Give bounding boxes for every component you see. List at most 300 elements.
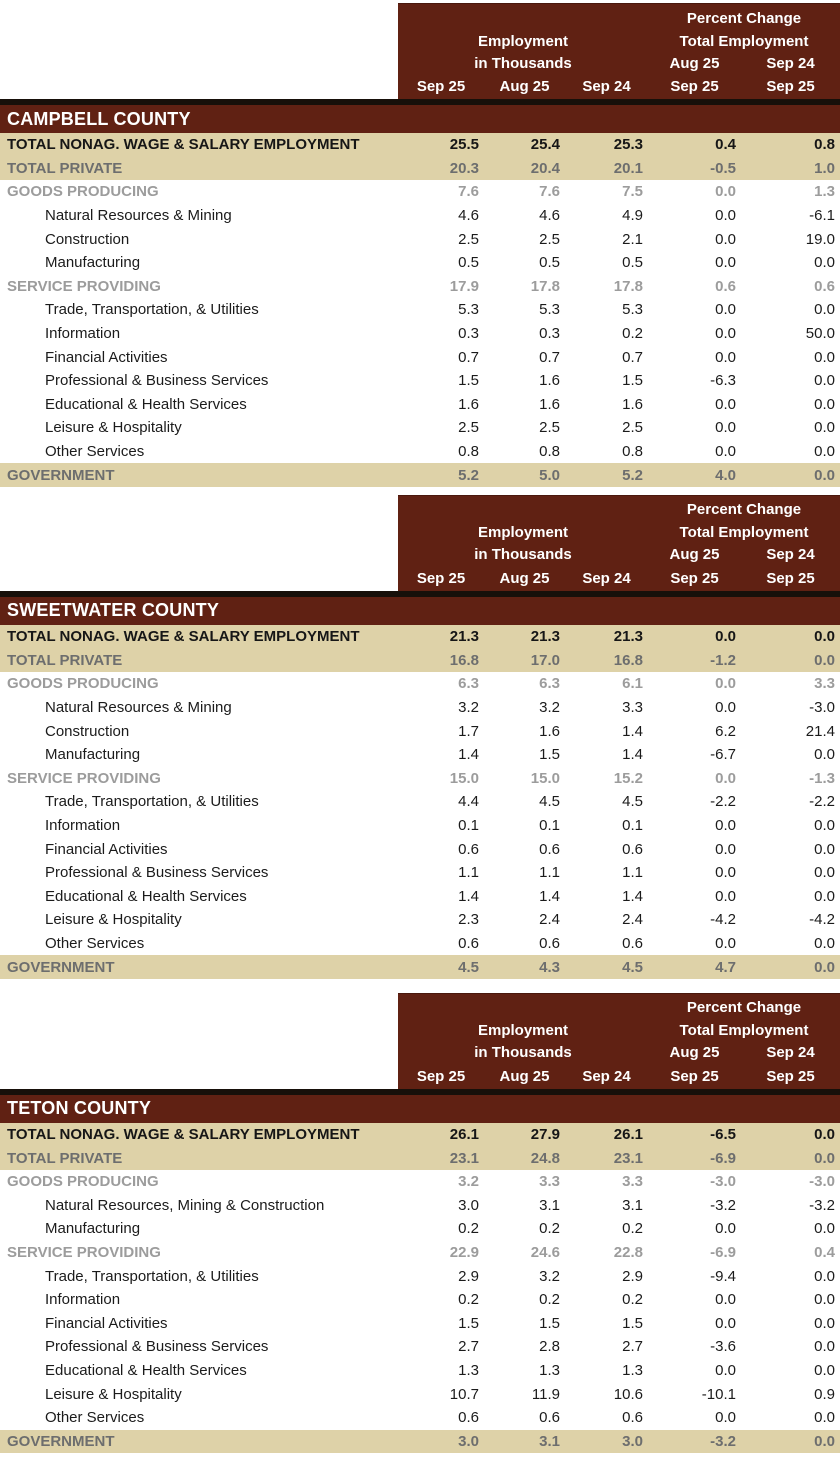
row-label: Other Services (45, 443, 145, 461)
row-label: SERVICE PROVIDING (7, 769, 161, 787)
cell-value: 4.5 (622, 793, 643, 811)
cell-value: 0.2 (622, 325, 643, 343)
cell-value: 1.4 (622, 722, 643, 740)
table-row (0, 393, 840, 417)
cell-value: 2.9 (458, 1267, 479, 1285)
cell-value: 5.3 (539, 301, 560, 319)
cell-value: 6.2 (715, 722, 736, 740)
row-label: GOVERNMENT (7, 1432, 115, 1450)
cell-value: 0.2 (458, 1291, 479, 1309)
cell-value: 0.0 (814, 1362, 835, 1380)
cell-value: 0.0 (715, 1314, 736, 1332)
header-col-sep24-label: Sep 24 (582, 78, 631, 95)
cell-value: -3.2 (809, 1196, 835, 1214)
header-block (398, 495, 840, 591)
cell-value: -6.3 (710, 372, 736, 390)
header-pc1-top-label: Aug 25 (669, 546, 720, 564)
cell-value: 0.0 (814, 1314, 835, 1332)
rows-container (0, 133, 840, 487)
cell-value: 1.6 (539, 722, 560, 740)
header-in-thousands-label: in Thousands (474, 54, 572, 72)
header-block (398, 3, 840, 99)
cell-value: 16.8 (449, 651, 479, 669)
cell-value: 5.0 (539, 466, 560, 484)
cell-value: 0.2 (539, 1220, 560, 1238)
cell-value: 0.0 (715, 1409, 736, 1427)
cell-value: 6.3 (539, 675, 560, 693)
header-in-thousands-label: in Thousands (474, 1044, 572, 1062)
cell-value: 20.3 (449, 159, 479, 177)
table-row (0, 180, 840, 204)
cell-value: 0.7 (458, 348, 479, 366)
cell-value: 17.0 (530, 651, 560, 669)
cell-value: 2.7 (458, 1338, 479, 1356)
row-label: Natural Resources, Mining & Construction (45, 1196, 325, 1214)
cell-value: 0.0 (814, 1267, 835, 1285)
cell-value: 0.0 (715, 698, 736, 716)
header-col-aug25-label: Aug 25 (499, 569, 550, 587)
cell-value: 0.0 (814, 1149, 835, 1167)
cell-value: -3.2 (710, 1432, 736, 1450)
cell-value: 0.0 (814, 419, 835, 437)
cell-value: 1.3 (539, 1362, 560, 1380)
header-pc2-bottom-label: Sep 25 (766, 1067, 815, 1085)
table-row (0, 861, 840, 885)
row-label: Trade, Transportation, & Utilities (45, 793, 259, 811)
header-spacer (0, 993, 398, 1089)
cell-value: 1.6 (539, 372, 560, 390)
cell-value: 22.9 (449, 1244, 479, 1262)
row-label: GOVERNMENT (7, 958, 115, 976)
row-label: GOODS PRODUCING (7, 1173, 159, 1191)
table-row (0, 275, 840, 299)
table-row (0, 696, 840, 720)
header-col-sep25-label: Sep 25 (416, 1067, 466, 1085)
cell-value: 0.0 (715, 934, 736, 952)
row-label: Financial Activities (45, 840, 168, 858)
cell-value: 1.3 (622, 1362, 643, 1380)
cell-value: 1.0 (814, 159, 835, 177)
header-pc2-bottom-label: Sep 25 (766, 78, 815, 95)
table-row (0, 1123, 840, 1147)
row-label: Construction (45, 722, 130, 740)
cell-value: 2.5 (458, 419, 479, 437)
county-title: TETON COUNTY (7, 1098, 152, 1119)
header-col-sep25-label: Sep 25 (416, 569, 466, 587)
cell-value: 0.6 (539, 1409, 560, 1427)
cell-value: 15.0 (530, 769, 560, 787)
cell-value: 16.8 (613, 651, 643, 669)
cell-value: 2.5 (539, 419, 560, 437)
cell-value: 6.1 (622, 675, 643, 693)
row-label: Manufacturing (45, 254, 141, 272)
header-pc1-bottom-label: Sep 25 (670, 78, 719, 95)
cell-value: 1.1 (622, 864, 643, 882)
header-spacer (0, 495, 398, 591)
cell-value: -3.6 (710, 1338, 736, 1356)
cell-value: 0.0 (715, 301, 736, 319)
row-label: Trade, Transportation, & Utilities (45, 1267, 259, 1285)
header-total-employment-label: Total Employment (679, 32, 809, 50)
header-col-sep25-label: Sep 25 (416, 78, 466, 95)
cell-value: 2.9 (622, 1267, 643, 1285)
cell-value: 0.6 (539, 934, 560, 952)
table-row (0, 1264, 840, 1288)
header-col-sep24-label: Sep 24 (582, 569, 631, 587)
header-col-aug25-label: Aug 25 (499, 1067, 550, 1085)
row-label: Information (45, 816, 121, 834)
cell-value: 0.0 (715, 675, 736, 693)
cell-value: 3.0 (458, 1432, 479, 1450)
table-row (0, 932, 840, 956)
table-row (0, 298, 840, 322)
column-header (0, 495, 840, 591)
cell-value: 0.0 (814, 1409, 835, 1427)
cell-value: 2.4 (622, 911, 643, 929)
row-label: Trade, Transportation, & Utilities (45, 301, 259, 319)
cell-value: 0.0 (814, 254, 835, 272)
cell-value: 20.4 (530, 159, 560, 177)
cell-value: 1.5 (539, 746, 560, 764)
cell-value: 1.3 (458, 1362, 479, 1380)
cell-value: 4.6 (458, 207, 479, 225)
cell-value: 0.0 (715, 325, 736, 343)
cell-value: 0.4 (715, 136, 736, 154)
cell-value: 25.4 (530, 136, 560, 154)
header-pc1-bottom-label: Sep 25 (670, 569, 719, 587)
cell-value: 10.7 (449, 1385, 479, 1403)
table-row (0, 743, 840, 767)
table-row (0, 369, 840, 393)
cell-value: 2.5 (622, 419, 643, 437)
cell-value: -10.1 (701, 1385, 736, 1403)
cell-value: -2.2 (710, 793, 736, 811)
cell-value: 0.0 (715, 443, 736, 461)
cell-value: 5.3 (458, 301, 479, 319)
header-in-thousands-label: in Thousands (474, 546, 572, 564)
table-row (0, 1430, 840, 1454)
table-row (0, 1406, 840, 1430)
cell-value: 5.2 (622, 466, 643, 484)
row-label: SERVICE PROVIDING (7, 277, 161, 295)
cell-value: 0.8 (814, 136, 835, 154)
table-row (0, 133, 840, 157)
cell-value: 25.3 (613, 136, 643, 154)
row-label: TOTAL NONAG. WAGE & SALARY EMPLOYMENT (7, 1126, 360, 1144)
row-label: Other Services (45, 934, 145, 952)
cell-value: 17.9 (449, 277, 479, 295)
cell-value: 23.1 (613, 1149, 643, 1167)
county-band (0, 105, 840, 133)
cell-value: 4.4 (458, 793, 479, 811)
cell-value: 0.0 (814, 466, 835, 484)
table-row (0, 1335, 840, 1359)
cell-value: 6.3 (458, 675, 479, 693)
cell-value: 0.2 (622, 1291, 643, 1309)
row-label: SERVICE PROVIDING (7, 1244, 161, 1262)
row-label: TOTAL PRIVATE (7, 651, 123, 669)
cell-value: 0.5 (622, 254, 643, 272)
cell-value: 0.6 (715, 277, 736, 295)
cell-value: 2.3 (458, 911, 479, 929)
cell-value: 1.4 (458, 887, 479, 905)
row-label: Leisure & Hospitality (45, 1385, 182, 1403)
cell-value: 1.5 (622, 1314, 643, 1332)
header-pc2-top-label: Sep 24 (766, 54, 815, 72)
cell-value: 0.0 (715, 628, 736, 646)
column-header (0, 993, 840, 1089)
table-row (0, 790, 840, 814)
cell-value: 4.5 (539, 793, 560, 811)
cell-value: 3.3 (622, 698, 643, 716)
header-percent-change-label: Percent Change (686, 9, 802, 27)
row-label: Leisure & Hospitality (45, 911, 182, 929)
table-row (0, 955, 840, 979)
cell-value: 0.0 (715, 769, 736, 787)
row-label: Professional & Business Services (45, 864, 269, 882)
cell-value: -6.1 (809, 207, 835, 225)
cell-value: 0.0 (715, 419, 736, 437)
header-employment-label: Employment (477, 524, 568, 542)
cell-value: 0.0 (814, 1220, 835, 1238)
cell-value: 0.2 (622, 1220, 643, 1238)
row-label: Information (45, 325, 121, 343)
cell-value: 3.3 (539, 1173, 560, 1191)
cell-value: 0.8 (622, 443, 643, 461)
cell-value: 7.6 (539, 183, 560, 201)
cell-value: -3.2 (710, 1196, 736, 1214)
cell-value: 0.0 (715, 230, 736, 248)
cell-value: 0.0 (715, 395, 736, 413)
cell-value: 0.3 (458, 325, 479, 343)
cell-value: 1.1 (458, 864, 479, 882)
cell-value: 1.5 (458, 1314, 479, 1332)
table-row (0, 884, 840, 908)
table-row (0, 672, 840, 696)
cell-value: 0.3 (539, 325, 560, 343)
employment-report (0, 3, 840, 1453)
header-pc2-top-label: Sep 24 (766, 1044, 815, 1062)
cell-value: 0.0 (814, 958, 835, 976)
cell-value: 3.2 (539, 1267, 560, 1285)
row-label: Other Services (45, 1409, 145, 1427)
header-total-employment-label: Total Employment (679, 524, 809, 542)
cell-value: -6.9 (710, 1244, 736, 1262)
cell-value: 21.3 (449, 628, 479, 646)
table-row (0, 837, 840, 861)
cell-value: 1.4 (458, 746, 479, 764)
cell-value: 0.2 (539, 1291, 560, 1309)
table-row (0, 1146, 840, 1170)
cell-value: 26.1 (613, 1126, 643, 1144)
table-row (0, 649, 840, 673)
cell-value: 0.1 (539, 816, 560, 834)
cell-value: 0.6 (458, 1409, 479, 1427)
cell-value: 1.4 (622, 746, 643, 764)
cell-value: 4.5 (622, 958, 643, 976)
cell-value: -6.7 (710, 746, 736, 764)
cell-value: 21.4 (805, 722, 835, 740)
cell-value: 11.9 (531, 1385, 560, 1403)
rows-container (0, 1123, 840, 1453)
header-spacer (0, 3, 398, 99)
cell-value: 3.1 (539, 1432, 560, 1450)
header-pc2-bottom-label: Sep 25 (766, 569, 815, 587)
cell-value: 0.0 (715, 348, 736, 366)
cell-value: 1.6 (458, 395, 479, 413)
cell-value: 50.0 (805, 325, 835, 343)
cell-value: 0.0 (715, 864, 736, 882)
cell-value: 23.1 (449, 1149, 479, 1167)
cell-value: 0.8 (539, 443, 560, 461)
county-section (0, 993, 840, 1453)
cell-value: 0.0 (814, 1432, 835, 1450)
cell-value: 0.0 (814, 443, 835, 461)
cell-value: 1.5 (622, 372, 643, 390)
table-row (0, 251, 840, 275)
cell-value: 24.8 (530, 1149, 560, 1167)
county-band (0, 597, 840, 625)
table-row (0, 1194, 840, 1218)
cell-value: 0.0 (814, 887, 835, 905)
row-label: TOTAL NONAG. WAGE & SALARY EMPLOYMENT (7, 136, 360, 154)
cell-value: 0.6 (622, 934, 643, 952)
cell-value: 3.3 (622, 1173, 643, 1191)
table-row (0, 416, 840, 440)
cell-value: 0.0 (814, 395, 835, 413)
cell-value: -0.5 (710, 159, 736, 177)
cell-value: 1.1 (539, 864, 560, 882)
table-row (0, 345, 840, 369)
cell-value: 3.0 (622, 1432, 643, 1450)
table-row (0, 908, 840, 932)
header-pc1-top-label: Aug 25 (669, 1044, 720, 1062)
row-label: Manufacturing (45, 1220, 141, 1238)
table-row (0, 1382, 840, 1406)
header-block (398, 993, 840, 1089)
row-label: Financial Activities (45, 348, 168, 366)
row-label: TOTAL PRIVATE (7, 159, 123, 177)
cell-value: 0.6 (622, 1409, 643, 1427)
row-label: GOODS PRODUCING (7, 183, 159, 201)
cell-value: 2.5 (539, 230, 560, 248)
cell-value: 27.9 (530, 1126, 560, 1144)
row-label: Natural Resources & Mining (45, 698, 232, 716)
cell-value: 3.1 (539, 1196, 560, 1214)
cell-value: 0.1 (458, 816, 479, 834)
cell-value: 4.6 (539, 207, 560, 225)
row-label: Natural Resources & Mining (45, 207, 232, 225)
cell-value: 0.0 (814, 864, 835, 882)
table-row (0, 1241, 840, 1265)
cell-value: 25.5 (449, 136, 479, 154)
row-label: Construction (45, 230, 130, 248)
cell-value: 0.2 (458, 1220, 479, 1238)
cell-value: 22.8 (613, 1244, 643, 1262)
cell-value: -2.2 (809, 793, 835, 811)
cell-value: 0.0 (814, 301, 835, 319)
cell-value: 4.3 (539, 958, 560, 976)
cell-value: 0.6 (814, 277, 835, 295)
cell-value: 3.2 (458, 698, 479, 716)
table-row (0, 1170, 840, 1194)
cell-value: 3.3 (814, 675, 835, 693)
cell-value: 0.0 (715, 1220, 736, 1238)
cell-value: 15.2 (613, 769, 643, 787)
cell-value: 0.6 (622, 840, 643, 858)
cell-value: 7.5 (622, 183, 643, 201)
table-row (0, 814, 840, 838)
cell-value: -3.0 (710, 1173, 736, 1191)
cell-value: -9.4 (710, 1267, 736, 1285)
row-label: Educational & Health Services (45, 395, 247, 413)
table-row (0, 766, 840, 790)
row-label: Leisure & Hospitality (45, 419, 182, 437)
cell-value: 21.3 (613, 628, 643, 646)
cell-value: 0.0 (715, 816, 736, 834)
header-pc1-top-label: Aug 25 (669, 54, 720, 72)
cell-value: 0.0 (814, 628, 835, 646)
county-title: CAMPBELL COUNTY (7, 108, 191, 129)
row-label: TOTAL PRIVATE (7, 1149, 123, 1167)
table-row (0, 227, 840, 251)
cell-value: 3.1 (622, 1196, 643, 1214)
county-title: SWEETWATER COUNTY (7, 600, 220, 621)
table-row (0, 719, 840, 743)
cell-value: 2.1 (622, 230, 643, 248)
cell-value: 0.0 (715, 183, 736, 201)
header-pc2-top-label: Sep 24 (766, 546, 815, 564)
cell-value: 0.0 (715, 1362, 736, 1380)
row-label: GOVERNMENT (7, 466, 115, 484)
cell-value: 3.2 (458, 1173, 479, 1191)
row-label: Professional & Business Services (45, 372, 269, 390)
table-row (0, 322, 840, 346)
county-band (0, 1095, 840, 1123)
row-label: GOODS PRODUCING (7, 675, 159, 693)
cell-value: 1.6 (539, 395, 560, 413)
rows-container (0, 625, 840, 979)
cell-value: 0.0 (715, 254, 736, 272)
row-label: Manufacturing (45, 746, 141, 764)
table-row (0, 1359, 840, 1383)
cell-value: 0.0 (814, 372, 835, 390)
row-label: Financial Activities (45, 1314, 168, 1332)
cell-value: 10.6 (613, 1385, 643, 1403)
cell-value: 0.0 (814, 348, 835, 366)
cell-value: 1.4 (622, 887, 643, 905)
cell-value: 1.4 (539, 887, 560, 905)
cell-value: 4.5 (458, 958, 479, 976)
cell-value: 1.3 (814, 183, 835, 201)
cell-value: 0.6 (458, 840, 479, 858)
county-section (0, 495, 840, 979)
header-col-sep24-label: Sep 24 (582, 1067, 631, 1085)
cell-value: 15.0 (449, 769, 479, 787)
cell-value: 5.2 (458, 466, 479, 484)
cell-value: 1.5 (539, 1314, 560, 1332)
cell-value: 2.8 (539, 1338, 560, 1356)
row-label: TOTAL NONAG. WAGE & SALARY EMPLOYMENT (7, 628, 360, 646)
cell-value: -6.5 (710, 1126, 736, 1144)
table-row (0, 463, 840, 487)
cell-value: 26.1 (449, 1126, 479, 1144)
cell-value: 2.4 (539, 911, 560, 929)
table-row (0, 625, 840, 649)
cell-value: 0.1 (622, 816, 643, 834)
row-label: Information (45, 1291, 121, 1309)
cell-value: 0.4 (814, 1244, 835, 1262)
